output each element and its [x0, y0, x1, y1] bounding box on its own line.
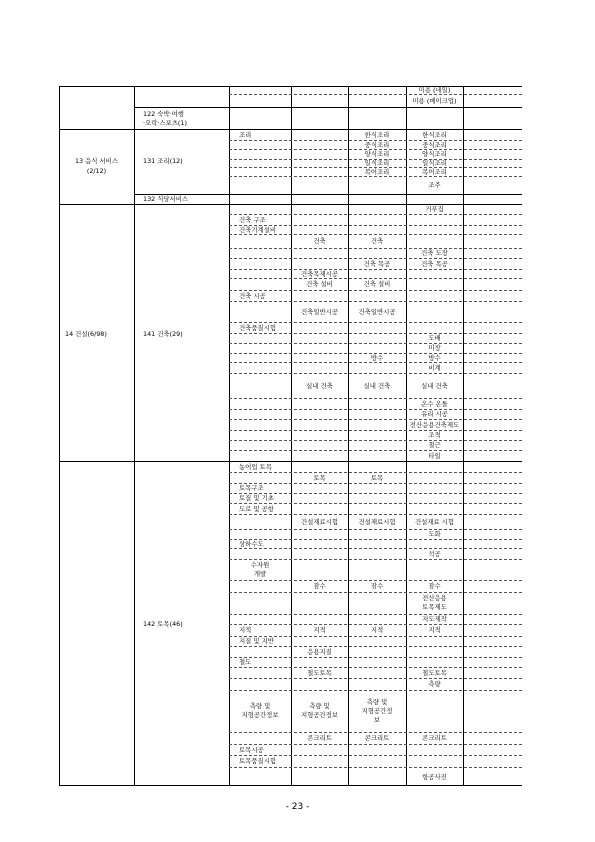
qualification-cell: 건설재료 시험 — [414, 517, 455, 526]
qualification-cell: 지형공간정보 — [241, 711, 279, 719]
row-rule — [134, 107, 522, 108]
qualification-cell: 양식조리 — [422, 150, 447, 158]
row-rule — [229, 657, 522, 658]
qualification-cell: 건설재료시험 — [300, 517, 339, 526]
category-label: 122 숙박·여행 — [143, 110, 184, 118]
qualification-cell: 미용 (네일) — [418, 86, 451, 94]
qualification-cell: 도화 — [428, 530, 441, 538]
row-rule — [229, 234, 522, 235]
page-number: - 23 - — [285, 802, 310, 812]
qualification-cell: 수자원 — [250, 560, 270, 569]
qualification-cell: 토목시공 — [239, 745, 264, 754]
qualification-cell: 조적 — [428, 431, 441, 439]
qualification-cell: 도로 및 공항 — [239, 504, 274, 513]
qualification-cell: 실내 건축 — [421, 381, 448, 390]
qualification-cell: 토목품질시험 — [239, 757, 277, 765]
qualification-cell: 철도 — [239, 658, 252, 666]
row-rule — [229, 450, 522, 451]
qualification-cell: 보 — [373, 715, 381, 724]
qualification-cell: 전산응용건축제도 — [409, 420, 460, 429]
row-rule — [229, 592, 522, 593]
row-rule — [229, 269, 522, 270]
qualification-cell: 온수 온돌 — [421, 399, 448, 408]
qualification-cell: 복어조리 — [364, 167, 390, 176]
qualification-cell: 지적 — [428, 626, 441, 634]
qualification-cell: 콘크리트 — [307, 734, 332, 742]
qualification-cell: 양식조리 — [364, 150, 390, 158]
qualification-cell: 미용 (메이크업) — [412, 96, 457, 105]
qualification-cell: 지적 — [239, 626, 252, 634]
row-rule — [229, 430, 522, 431]
qualification-cell: 건축품질시험 — [239, 323, 277, 332]
qualification-cell: 잠수 — [313, 582, 326, 590]
qualification-cell: 상하수도 — [239, 539, 264, 548]
qualification-cell: 실내 건축 — [363, 381, 391, 390]
row-rule — [134, 194, 522, 195]
qualification-cell: 건축목재시공 — [300, 269, 339, 278]
category-label: ·오락·스포츠(1) — [143, 119, 187, 127]
qualification-cell: 콘크리트 — [364, 734, 390, 742]
qualification-cell: 방수 — [370, 353, 384, 362]
qualification-cell: 건축 — [313, 237, 326, 245]
row-rule — [229, 278, 522, 279]
qualification-cell: 잠수 — [428, 582, 441, 590]
qualification-cell: 일식조리 — [422, 159, 447, 167]
row-rule — [229, 646, 522, 647]
row-rule — [229, 678, 522, 679]
column-rule — [463, 86, 464, 786]
row-rule — [229, 624, 522, 625]
qualification-cell: 조리 — [239, 130, 252, 139]
column-rule — [348, 86, 349, 786]
row-rule — [229, 373, 522, 374]
qualification-cell: 철도토목 — [422, 668, 447, 677]
qualification-table — [59, 86, 522, 786]
row-rule — [229, 767, 522, 768]
table-bottom-rule — [59, 785, 522, 786]
qualification-cell: 일식조리 — [364, 159, 390, 167]
row-rule — [229, 744, 522, 745]
row-rule — [229, 301, 522, 302]
row-rule — [229, 362, 522, 363]
qualification-cell: 조주 — [428, 181, 441, 189]
group-label: 14 건설(6/98) — [65, 330, 107, 338]
qualification-cell: 토목구조 — [239, 484, 264, 492]
qualification-cell: 건축일반시공 — [358, 307, 396, 316]
qualification-cell: 잠수 — [370, 582, 384, 590]
qualification-cell: 철도토목 — [307, 668, 332, 677]
qualification-cell: 미장 — [428, 344, 441, 352]
row-rule — [229, 614, 522, 615]
group-label: (2/12) — [86, 167, 107, 175]
qualification-cell: 유리 시공 — [421, 410, 448, 418]
qualification-cell: 지질 및 지반 — [239, 637, 274, 645]
row-rule — [229, 548, 522, 549]
qualification-cell: 건축 — [370, 237, 384, 245]
row-rule — [229, 539, 522, 540]
qualification-cell: 중식조리 — [364, 140, 390, 149]
qualification-cell: 토목 — [313, 473, 326, 482]
category-label: 141 건축(29) — [143, 330, 183, 338]
qualification-cell: 전산응용 — [422, 594, 447, 602]
row-rule — [229, 440, 522, 441]
row-rule — [59, 461, 522, 462]
row-rule — [229, 419, 522, 420]
qualification-cell: 건축 설비 — [363, 280, 391, 288]
row-rule — [229, 529, 522, 530]
qualification-cell: 복어조리 — [422, 167, 447, 176]
qualification-cell: 측량 — [428, 680, 441, 688]
qualification-cell: 지형공간정보 — [300, 711, 339, 719]
qualification-cell: 측량 및 — [366, 697, 388, 706]
qualification-cell: 지형공간정 — [361, 706, 393, 715]
qualification-cell: 농어업 토목 — [239, 462, 272, 471]
qualification-cell: 건축 구조 — [239, 215, 266, 224]
qualification-cell: 토목제도 — [422, 603, 447, 611]
qualification-cell: 건축 설비 — [306, 280, 333, 288]
qualification-cell: 건축 시공 — [239, 291, 266, 300]
row-rule — [229, 248, 522, 249]
qualification-cell: 건축 목공 — [421, 259, 448, 268]
qualification-cell: 중식조리 — [422, 140, 447, 149]
qualification-cell: 토목 — [370, 473, 384, 482]
qualification-cell: 항공사진 — [422, 772, 447, 781]
column-rule — [291, 86, 292, 786]
qualification-cell: 한식조리 — [364, 130, 390, 139]
qualification-cell: 콘크리트 — [422, 734, 447, 742]
row-rule — [229, 690, 522, 691]
row-rule — [229, 755, 522, 756]
qualification-cell: 실내 건축 — [306, 381, 333, 390]
qualification-cell: 측량 및 — [309, 702, 330, 710]
qualification-cell: 지도제작 — [422, 615, 447, 623]
row-rule — [229, 514, 522, 515]
qualification-cell: 건축 도장 — [421, 249, 448, 257]
qualification-cell: 응용지질 — [307, 647, 332, 656]
qualification-cell: 토질 및 기초 — [239, 494, 274, 502]
qualification-cell: 도배 — [428, 334, 441, 342]
qualification-cell: 개발 — [253, 569, 267, 578]
group-label: 13 음식 서비스 — [74, 157, 119, 165]
qualification-cell: 거푸집 — [425, 205, 444, 213]
qualification-cell: 지적 — [370, 626, 384, 634]
row-rule — [229, 398, 522, 399]
column-rule — [59, 86, 60, 786]
qualification-cell: 방수 — [428, 353, 441, 362]
row-rule — [229, 483, 522, 484]
row-rule — [229, 580, 522, 581]
column-rule — [134, 86, 135, 786]
qualification-cell: 건축 목공 — [363, 259, 391, 268]
row-rule — [229, 667, 522, 668]
row-rule — [229, 94, 522, 95]
category-label: 142 토목(46) — [143, 620, 183, 628]
qualification-cell: 건축일반시공 — [300, 307, 339, 316]
qualification-cell: 타일 — [428, 451, 441, 460]
qualification-cell: 건축기계설비 — [239, 225, 277, 234]
row-rule — [229, 176, 522, 177]
row-rule — [229, 290, 522, 291]
row-rule — [229, 333, 522, 334]
qualification-cell: 건설재료시험 — [358, 517, 396, 526]
qualification-cell: 측량 및 — [249, 702, 271, 710]
column-rule — [229, 86, 230, 786]
category-label: 131 조리(12) — [143, 157, 183, 165]
row-rule — [229, 732, 522, 733]
qualification-cell: 한식조리 — [422, 130, 447, 139]
row-rule — [229, 214, 522, 215]
row-rule — [229, 409, 522, 410]
qualification-cell: 철근 — [428, 441, 441, 449]
qualification-cell: 석공 — [428, 549, 441, 558]
category-label: 132 식당서비스 — [143, 195, 189, 203]
qualification-cell: 지적 — [313, 626, 326, 634]
qualification-cell: 비계 — [428, 363, 441, 372]
row-rule — [229, 343, 522, 344]
